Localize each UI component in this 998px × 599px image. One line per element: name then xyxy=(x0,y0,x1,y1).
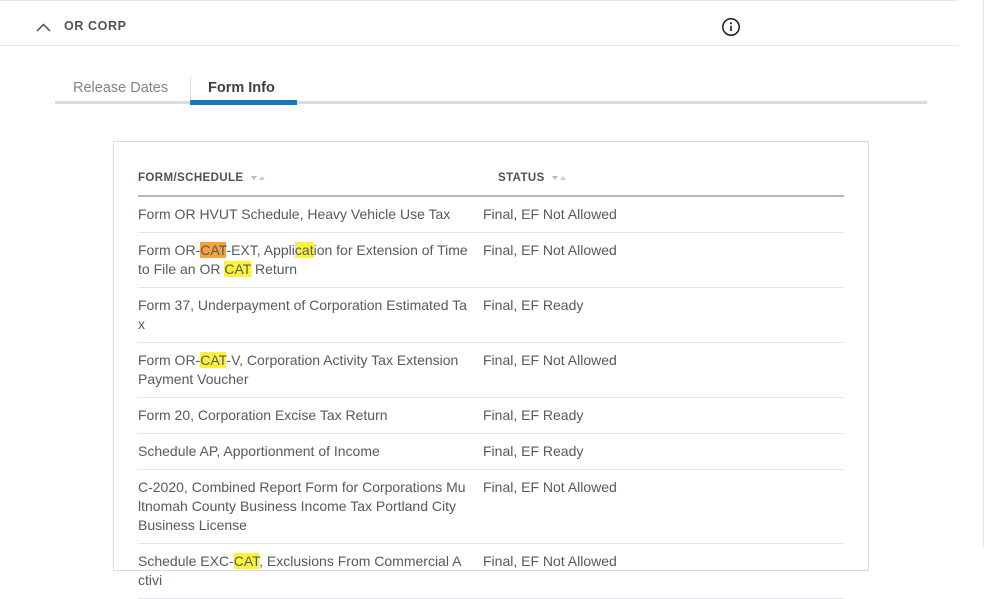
form-schedule-text: -V, Corporation Activity Tax Extension Payment Voucher xyxy=(138,352,459,387)
status-cell: Final, EF Not Allowed xyxy=(483,206,617,222)
column-header-label: STATUS xyxy=(498,172,545,184)
status-cell: Final, EF Not Allowed xyxy=(483,242,617,258)
search-highlight-orange: CAT xyxy=(200,242,227,258)
table-row xyxy=(138,398,844,434)
form-schedule-text: Schedule EXC- xyxy=(138,553,234,569)
status-cell: Final, EF Not Allowed xyxy=(483,352,617,368)
sort-arrows-icon[interactable] xyxy=(251,176,265,180)
info-button[interactable] xyxy=(719,15,743,39)
active-tab-underline xyxy=(190,100,297,105)
form-schedule-text: -EXT, Appli xyxy=(226,242,295,258)
sort-arrows-icon[interactable] xyxy=(552,176,566,180)
panel-header-divider xyxy=(0,45,958,46)
form-info-table-card xyxy=(113,141,869,588)
column-header-label: FORM/SCHEDULE xyxy=(138,172,244,184)
status-cell: Final, EF Ready xyxy=(483,407,584,423)
collapse-section-button[interactable] xyxy=(33,17,53,37)
table-row xyxy=(138,197,844,233)
status-cell: Final, EF Ready xyxy=(483,443,584,459)
column-header-status[interactable] xyxy=(498,172,844,184)
vertical-divider xyxy=(983,0,984,547)
panel-top-border xyxy=(0,0,958,1)
table-header-row xyxy=(138,159,844,197)
search-highlight-yellow: CAT xyxy=(224,261,252,277)
info-icon xyxy=(721,17,741,37)
table-row xyxy=(138,470,844,544)
search-highlight-yellow: cat xyxy=(294,242,314,258)
form-schedule-cell xyxy=(138,478,483,535)
panel-title: OR CORP xyxy=(64,19,127,33)
status-cell: Final, EF Not Allowed xyxy=(483,553,617,569)
table-row xyxy=(138,434,844,470)
form-schedule-cell xyxy=(138,351,483,389)
tab-release-dates[interactable]: Release Dates xyxy=(73,80,169,96)
form-schedule-text: Form OR- xyxy=(138,352,201,368)
form-schedule-cell xyxy=(138,205,483,224)
panel-header xyxy=(0,9,958,45)
form-schedule-cell xyxy=(138,241,483,279)
form-schedule-text: Form 37, Underpayment of Corporation Estimated Tax xyxy=(138,297,467,332)
status-cell: Final, EF Ready xyxy=(483,297,584,313)
table-body xyxy=(138,197,844,599)
table-row xyxy=(138,233,844,288)
status-cell: Final, EF Not Allowed xyxy=(483,479,617,495)
chevron-up-icon xyxy=(36,23,51,32)
column-header-form-schedule[interactable] xyxy=(138,172,498,184)
table-row xyxy=(138,544,844,599)
form-schedule-text: Form 20, Corporation Excise Tax Return xyxy=(138,407,388,423)
search-highlight-yellow: CAT xyxy=(200,352,227,368)
form-schedule-text: Form OR- xyxy=(138,242,201,258)
form-schedule-text: ion for Extension of Time to File an OR xyxy=(138,242,468,277)
form-schedule-text: Return xyxy=(251,261,298,277)
table-row xyxy=(138,343,844,398)
form-schedule-text: Form OR HVUT Schedule, Heavy Vehicle Use Tax xyxy=(138,206,451,222)
form-schedule-text: , Exclusions From Commercial Activi xyxy=(138,553,462,588)
form-schedule-cell xyxy=(138,406,483,425)
search-highlight-yellow: CAT xyxy=(233,553,260,569)
form-schedule-text: Schedule AP, Apportionment of Income xyxy=(138,443,380,459)
form-schedule-text: C-2020, Combined Report Form for Corporations Multnomah County Business Income Tax Portland City Business License xyxy=(138,479,466,533)
tab-separator xyxy=(190,77,191,100)
form-schedule-cell xyxy=(138,296,483,334)
form-schedule-cell xyxy=(138,552,483,590)
tab-bar-track xyxy=(55,101,927,104)
table-row xyxy=(138,288,844,343)
tab-form-info[interactable]: Form Info xyxy=(208,80,275,96)
form-schedule-cell xyxy=(138,442,483,461)
